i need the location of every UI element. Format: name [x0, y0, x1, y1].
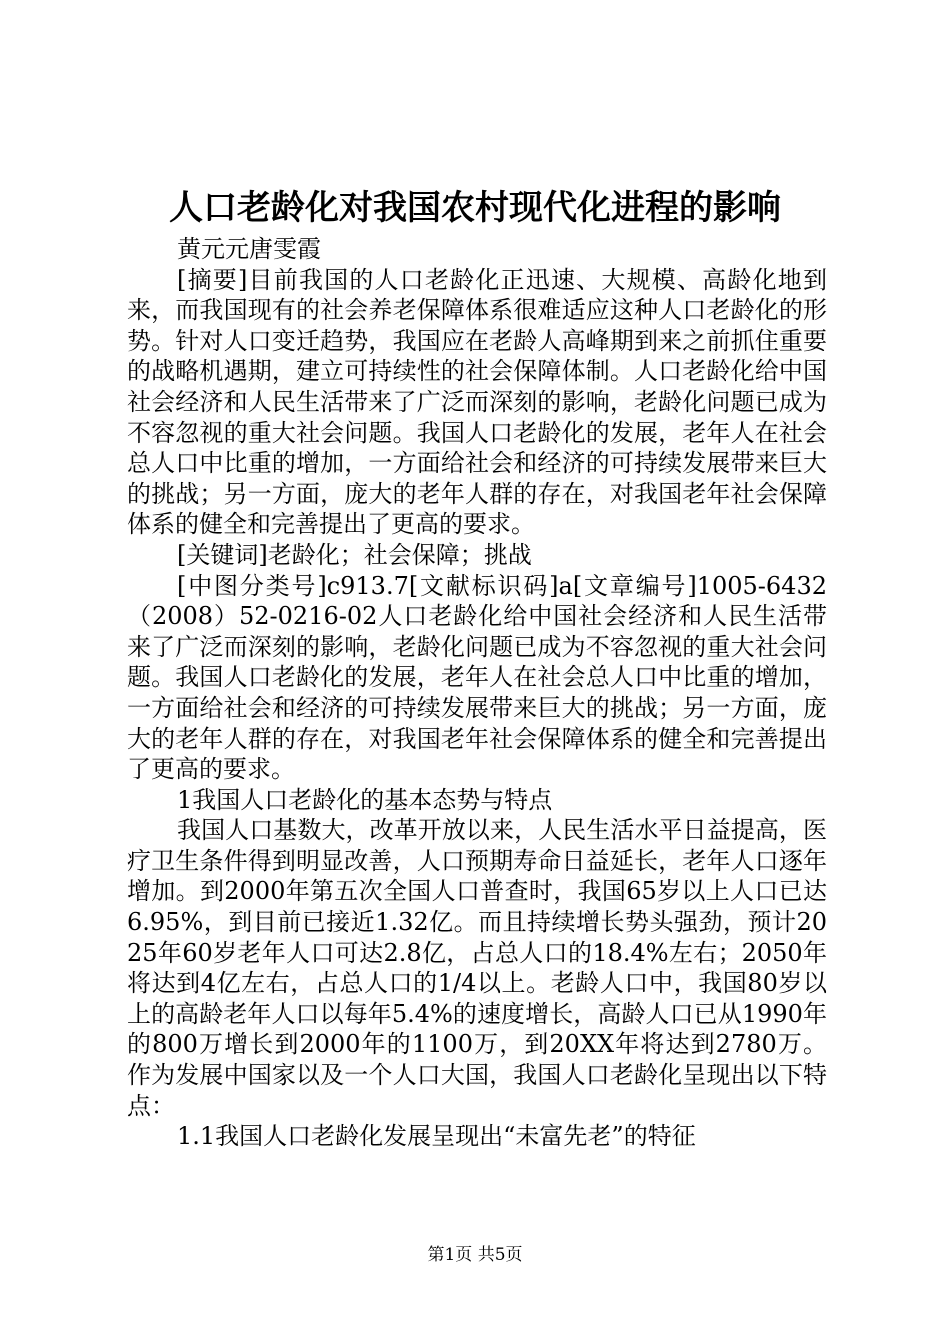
classification-paragraph: [中图分类号]c913.7[文献标识码]a[文章编号]1005-6432（2008）52-0216-02人口老龄化给中国社会经济和人民生活带来了广泛而深刻的影响，老龄化问题已成为不容忽视的重大社会问题。我国人口老龄化的发展，老年人在社会总人口中比重的增加，一方面给社会和经济的可持续发展带来巨大的挑战；另一方面，庞大的老年人群的存在，对我国老年社会保障体系的健全和完善提出了更高的要求。: [127, 571, 827, 784]
section-1-paragraph: 我国人口基数大，改革开放以来，人民生活水平日益提高，医疗卫生条件得到明显改善，人口预期寿命日益延长，老年人口逐年增加。到2000年第五次全国人口普查时，我国65岁以上人口已达6.95%，到目前已接近1.32亿。而且持续增长势头强劲，预计2025年60岁老年人口可达2.8亿，占总人口的18.4%左右；2050年将达到4亿左右，占总人口的1/4以上。老龄人口中，我国80岁以上的高龄老年人口以每年5.4%的速度增长，高龄人口已从1990年的800万增长到2000年的1100万，到20XX年将达到2780万。作为发展中国家以及一个人口大国，我国人口老龄化呈现出以下特点：: [127, 816, 827, 1120]
document-body: [127, 234, 827, 1152]
page-footer: [0, 1244, 950, 1266]
subsection-heading-1-1: 1.1我国人口老龄化发展呈现出“未富先老”的特征: [177, 1122, 696, 1151]
section-heading-1: 1我国人口老龄化的基本态势与特点: [177, 785, 553, 814]
abstract-paragraph: [摘要]目前我国的人口老龄化正迅速、大规模、高龄化地到来，而我国现有的社会养老保障体系很难适应这种人口老龄化的形势。针对人口变迁趋势，我国应在老龄人高峰期到来之前抓住重要的战略机遇期，建立可持续性的社会保障体制。人口老龄化给中国社会经济和人民生活带来了广泛而深刻的影响，老龄化问题已成为不容忽视的重大社会问题。我国人口老龄化的发展，老年人在社会总人口中比重的增加，一方面给社会和经济的可持续发展带来巨大的挑战；另一方面，庞大的老年人群的存在，对我国老年社会保障体系的健全和完善提出了更高的要求。: [127, 265, 827, 539]
authors: 黄元元唐雯霞: [177, 235, 321, 263]
document-title: 人口老龄化对我国农村现代化进程的影响: [169, 188, 781, 228]
keywords-paragraph: [关键词]老龄化；社会保障；挑战: [177, 540, 532, 569]
page-number: 第1页: [427, 1245, 473, 1265]
page-total: 共5页: [477, 1245, 523, 1265]
